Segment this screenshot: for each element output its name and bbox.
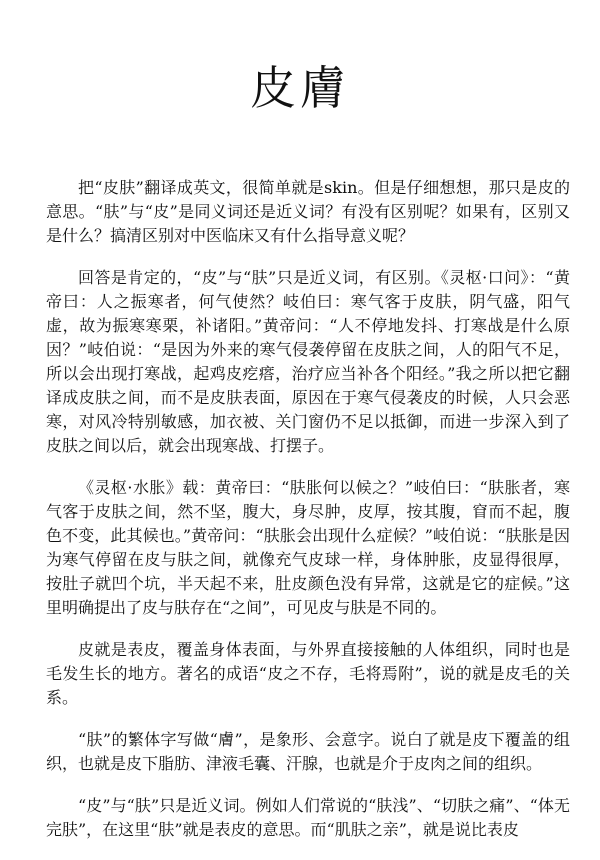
paragraph: 回答是肯定的，“皮”与“肤”只是近义词，有区别。《灵枢·口问》：“黄帝曰：人之振寒者，何气使然？岐伯曰：寒气客于皮肤，阴气盛，阳气虚，故为振寒寒栗，补诸阳。”黄帝问：“人不停地发抖、打寒战是什么原因？”岐伯说：“是因为外来的寒气侵袭停留在皮肤之间，人的阳气不足，所以会出现打寒战，起鸡皮疙瘩，治疗应当补各个阳经。”我之所以把它翻译成皮肤之间，而不是皮肤表面，原因在于寒气侵袭皮的时候，人只会恶寒，对风冷特别敏感，加衣被、关门窗仍不足以抵御，而进一步深入到了皮肤之间以后，就会出现寒战、打摆子。 [46,268,570,455]
paragraph: “皮”与“肤”只是近义词。例如人们常说的“肤浅”、“切肤之痛”、“体无完肤”，在这里“肤”就是表皮的意思。而“肌肤之亲”，就是说比表皮 [46,796,570,839]
paragraph: 把“皮肤”翻译成英文，很简单就是skin。但是仔细想想，那只是皮的意思。“肤”与“皮”是同义词还是近义词？有没有区别呢？如果有，区别又是什么？搞清区别对中医临床又有什么指导意义呢？ [46,178,570,245]
article-body [46,176,570,860]
page-title: 皮膚 [250,61,350,115]
paragraph: “肤”的繁体字写做“膚”，是象形、会意字。说白了就是皮下覆盖的组织，也就是皮下脂肪、津液毛囊、汗腺，也就是介于皮肉之间的组织。 [46,730,570,773]
paragraph: 《灵枢·水胀》载：黄帝曰：“肤胀何以候之？”岐伯曰：“肤胀者，寒气客于皮肤之间，然不坚，腹大，身尽肿，皮厚，按其腹，窅而不起，腹色不变，此其候也。”黄帝问：“肤胀会出现什么症候？”岐伯说：“肤胀是因为寒气停留在皮与肤之间，就像充气皮球一样，身体肿胀，皮显得很厚，按肚子就凹个坑，半天起不来，肚皮颜色没有异常，这就是它的症候。”这里明确提出了皮与肤存在“之间”，可见皮与肤是不同的。 [46,478,570,617]
paragraph: 皮就是表皮，覆盖身体表面，与外界直接接触的人体组织，同时也是毛发生长的地方。著名的成语“皮之不存，毛将焉附”，说的就是皮毛的关系。 [46,640,570,707]
